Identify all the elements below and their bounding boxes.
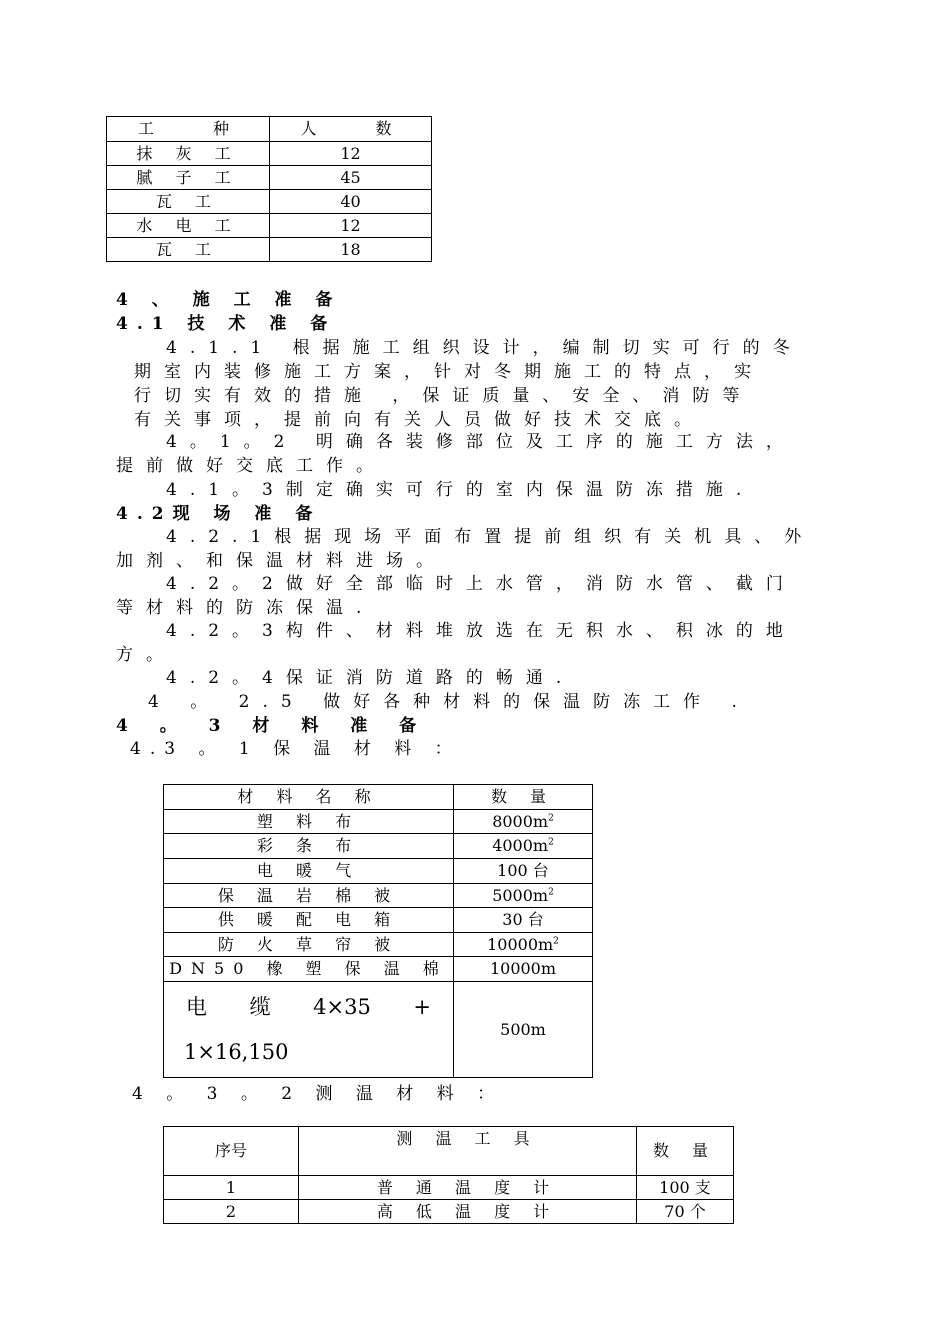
paragraph-line: 4.2。4保证消防道路的畅通. — [166, 668, 575, 688]
table-cell: 12 — [270, 142, 432, 166]
cable-text: 电 — [186, 994, 207, 1019]
table-cell: 瓦 工 — [107, 238, 270, 262]
table-cell: 抹 灰 工 — [107, 142, 270, 166]
paragraph-line: 加剂、和保温材料进场。 — [116, 551, 446, 571]
table-cell: 塑 料 布 — [164, 810, 454, 834]
table-cell: 高 低 温 度 计 — [299, 1200, 637, 1224]
table-header: 人 数 — [270, 117, 432, 142]
table-cell: 100 台 — [454, 859, 593, 884]
table-cell: 10000m — [454, 957, 593, 982]
temperature-tools-table — [163, 1126, 734, 1224]
paragraph-line: 4 。 3 。 2 测 温 材 料 ： — [132, 1084, 504, 1104]
table-header: 测 温 工 具 — [299, 1127, 637, 1176]
table-cell: DN50 橡 塑 保 温 棉 — [164, 957, 454, 982]
table-cell-cable — [164, 982, 454, 1078]
table-header: 数 量 — [637, 1127, 734, 1176]
table-cell: 12 — [270, 214, 432, 238]
paragraph-line: 4.3 。 1 保 温 材 料 ： — [130, 739, 461, 759]
table-cell: 普 通 温 度 计 — [299, 1176, 637, 1200]
cable-text: 4×35 — [313, 994, 371, 1019]
table-cell: $4000m^2$ — [454, 834, 593, 859]
table-cell: $5000m^2$ — [454, 884, 593, 908]
subsection-heading: 4.2现 场 准 备 — [116, 504, 322, 524]
table-cell: 腻 子 工 — [107, 166, 270, 190]
table-cell: $8000m^2$ — [454, 810, 593, 834]
table-cell: 18 — [270, 238, 432, 262]
workers-table — [106, 116, 432, 262]
paragraph-line: 行切实有效的措施 ，保证质量、安全、消防等 — [134, 386, 753, 406]
table-cell: 70 个 — [637, 1200, 734, 1224]
paragraph-line: 4。1。2 明确各装修部位及工序的施工方法， — [166, 432, 796, 452]
materials-table — [163, 784, 593, 1078]
paragraph-line: 方。 — [116, 645, 176, 665]
table-cell: 40 — [270, 190, 432, 214]
paragraph-line: 4.2。3构件、材料堆放选在无积水、积冰的地 — [166, 621, 796, 641]
cable-text: + — [413, 994, 431, 1019]
table-cell: 1 — [164, 1176, 299, 1200]
table-cell: 彩 条 布 — [164, 834, 454, 859]
table-header: 工 种 — [107, 117, 270, 142]
section-heading: 4 、 施 工 准 备 — [116, 290, 342, 310]
table-cell: 供 暖 配 电 箱 — [164, 908, 454, 933]
table-cell: 500m — [454, 982, 593, 1078]
paragraph-line: 4.2。2做好全部临时上水管，消防水管、截门 — [166, 574, 796, 594]
table-cell: 30 台 — [454, 908, 593, 933]
paragraph-line: 4.2.1根据现场平面布置提前组织有关机具、外 — [166, 527, 815, 547]
paragraph-line: 4.1.1 根据施工组织设计，编制切实可行的冬 — [166, 338, 803, 358]
table-cell: 水 电 工 — [107, 214, 270, 238]
cable-text: 1×16,150 — [184, 1039, 289, 1064]
table-cell: 保 温 岩 棉 被 — [164, 884, 454, 908]
paragraph-line: 等材料的防冻保温. — [116, 598, 375, 618]
table-header: 材 料 名 称 — [164, 785, 454, 810]
paragraph-line: 4 。 2.5 做好各种材料的保温防冻工作 . — [148, 692, 750, 712]
table-cell: 2 — [164, 1200, 299, 1224]
paragraph-line: 期室内装修施工方案，针对冬期施工的特点，实 — [134, 362, 764, 382]
paragraph-line: 4.1。3制定确实可行的室内保温防冻措施. — [166, 480, 755, 500]
table-cell: 电 暖 气 — [164, 859, 454, 884]
cable-text: 缆 — [249, 994, 271, 1019]
table-cell: 45 — [270, 166, 432, 190]
table-cell: 100 支 — [637, 1176, 734, 1200]
table-cell: 瓦 工 — [107, 190, 270, 214]
table-cell: 防 火 草 帘 被 — [164, 933, 454, 957]
table-cell: $10000m^2$ — [454, 933, 593, 957]
paragraph-line: 提前做好交底工作。 — [116, 456, 386, 476]
subsection-heading: 4.1 技 术 准 备 — [116, 314, 337, 334]
table-header: 数 量 — [454, 785, 593, 810]
paragraph-line: 有关事项，提前向有关人员做好技术交底。 — [134, 410, 704, 430]
subsection-heading: 4 。 3 材 料 准 备 — [116, 716, 430, 736]
table-header: 序号 — [164, 1127, 299, 1176]
